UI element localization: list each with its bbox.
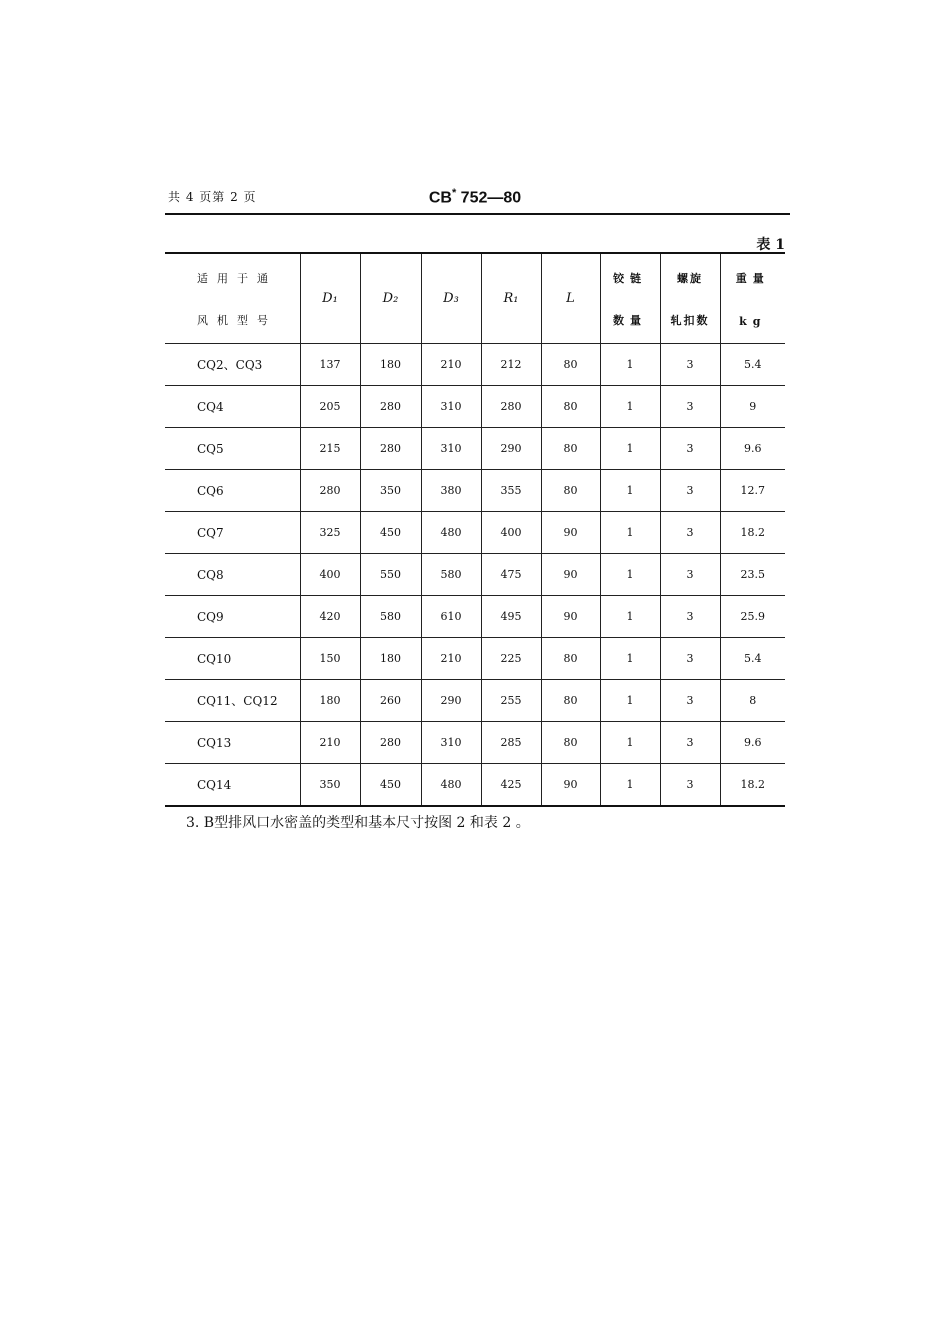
value-cell: 260	[360, 680, 421, 722]
model-cell: CQ11、CQ12	[165, 680, 300, 722]
value-cell: 210	[421, 344, 481, 386]
value-cell: 23.5	[720, 554, 785, 596]
value-cell: 280	[360, 386, 421, 428]
value-cell: 400	[300, 554, 360, 596]
value-cell: 90	[541, 596, 600, 638]
value-cell: 3	[660, 512, 720, 554]
value-cell: 3	[660, 638, 720, 680]
page-info: 共 4 页第 2 页	[168, 190, 257, 204]
header-line: 数量	[613, 313, 647, 327]
column-header-weight	[720, 253, 785, 344]
table-row	[165, 344, 785, 386]
value-cell: 9.6	[720, 722, 785, 764]
value-cell: 1	[600, 512, 660, 554]
standard-prefix: CB	[428, 189, 452, 207]
model-cell: CQ6	[165, 470, 300, 512]
header-line: 铰链	[613, 271, 647, 285]
value-cell: 420	[300, 596, 360, 638]
value-cell: 210	[300, 722, 360, 764]
value-cell: 9.6	[720, 428, 785, 470]
table-row	[165, 680, 785, 722]
model-cell: CQ7	[165, 512, 300, 554]
value-cell: 350	[360, 470, 421, 512]
value-cell: 3	[660, 554, 720, 596]
column-header-hinge-count	[600, 253, 660, 344]
value-cell: 225	[481, 638, 541, 680]
value-cell: 137	[300, 344, 360, 386]
value-cell: 18.2	[720, 512, 785, 554]
value-cell: 1	[600, 680, 660, 722]
column-header-r1: R₁	[481, 253, 541, 344]
value-cell: 205	[300, 386, 360, 428]
value-cell: 90	[541, 512, 600, 554]
model-cell: CQ2、CQ3	[165, 344, 300, 386]
value-cell: 480	[421, 512, 481, 554]
value-cell: 450	[360, 512, 421, 554]
value-cell: 1	[600, 764, 660, 807]
model-cell: CQ8	[165, 554, 300, 596]
value-cell: 1	[600, 428, 660, 470]
standard-number: 752—80	[460, 189, 522, 207]
value-cell: 3	[660, 470, 720, 512]
value-cell: 1	[600, 638, 660, 680]
value-cell: 3	[660, 722, 720, 764]
value-cell: 12.7	[720, 470, 785, 512]
table-row	[165, 386, 785, 428]
value-cell: 355	[481, 470, 541, 512]
header-line: 重量	[735, 271, 770, 285]
value-cell: 280	[481, 386, 541, 428]
model-cell: CQ4	[165, 386, 300, 428]
model-cell: CQ13	[165, 722, 300, 764]
header-line: 螺旋	[677, 271, 703, 285]
value-cell: 25.9	[720, 596, 785, 638]
column-header-screw-clamps	[660, 253, 720, 344]
model-cell: CQ14	[165, 764, 300, 807]
table-row	[165, 764, 785, 807]
value-cell: 80	[541, 386, 600, 428]
value-cell: 610	[421, 596, 481, 638]
value-cell: 3	[660, 764, 720, 807]
value-cell: 3	[660, 386, 720, 428]
value-cell: 280	[360, 722, 421, 764]
header-rule	[165, 213, 790, 215]
value-cell: 3	[660, 344, 720, 386]
value-cell: 180	[360, 344, 421, 386]
value-cell: 150	[300, 638, 360, 680]
value-cell: 3	[660, 428, 720, 470]
value-cell: 80	[541, 344, 600, 386]
standard-code	[0, 187, 950, 207]
value-cell: 550	[360, 554, 421, 596]
value-cell: 285	[481, 722, 541, 764]
value-cell: 325	[300, 512, 360, 554]
value-cell: 1	[600, 554, 660, 596]
value-cell: 475	[481, 554, 541, 596]
value-cell: 1	[600, 344, 660, 386]
standard-mark: *	[451, 187, 457, 199]
header-line: 适用于通	[197, 271, 277, 285]
value-cell: 310	[421, 722, 481, 764]
value-cell: 8	[720, 680, 785, 722]
model-cell: CQ9	[165, 596, 300, 638]
value-cell: 450	[360, 764, 421, 807]
value-cell: 9	[720, 386, 785, 428]
table-label: 表 1	[756, 237, 785, 253]
value-cell: 80	[541, 638, 600, 680]
value-cell: 280	[300, 470, 360, 512]
table-row	[165, 722, 785, 764]
note-text: 3. B型排风口水密盖的类型和基本尺寸按图 2 和表 2 。	[186, 815, 530, 831]
column-header-d1: D₁	[300, 253, 360, 344]
dimension-table	[165, 252, 785, 807]
table-row	[165, 638, 785, 680]
value-cell: 310	[421, 428, 481, 470]
value-cell: 425	[481, 764, 541, 807]
table-row	[165, 596, 785, 638]
model-cell: CQ10	[165, 638, 300, 680]
header-line: 风机型号	[197, 313, 277, 327]
value-cell: 5.4	[720, 344, 785, 386]
header-line: 轧扣数	[670, 313, 710, 327]
value-cell: 495	[481, 596, 541, 638]
value-cell: 180	[300, 680, 360, 722]
value-cell: 1	[600, 722, 660, 764]
value-cell: 90	[541, 554, 600, 596]
value-cell: 80	[541, 470, 600, 512]
value-cell: 1	[600, 386, 660, 428]
table-row	[165, 554, 785, 596]
header-line: kg	[739, 314, 767, 328]
value-cell: 310	[421, 386, 481, 428]
value-cell: 1	[600, 596, 660, 638]
value-cell: 90	[541, 764, 600, 807]
value-cell: 80	[541, 680, 600, 722]
value-cell: 380	[421, 470, 481, 512]
value-cell: 350	[300, 764, 360, 807]
value-cell: 290	[481, 428, 541, 470]
value-cell: 212	[481, 344, 541, 386]
value-cell: 18.2	[720, 764, 785, 807]
model-cell: CQ5	[165, 428, 300, 470]
value-cell: 80	[541, 428, 600, 470]
column-header-d3: D₃	[421, 253, 481, 344]
table-row	[165, 512, 785, 554]
value-cell: 210	[421, 638, 481, 680]
value-cell: 1	[600, 470, 660, 512]
value-cell: 3	[660, 680, 720, 722]
value-cell: 80	[541, 722, 600, 764]
table-row	[165, 428, 785, 470]
value-cell: 480	[421, 764, 481, 807]
table-row	[165, 470, 785, 512]
table-header-row	[165, 253, 785, 344]
value-cell: 3	[660, 596, 720, 638]
value-cell: 215	[300, 428, 360, 470]
value-cell: 580	[360, 596, 421, 638]
value-cell: 400	[481, 512, 541, 554]
value-cell: 180	[360, 638, 421, 680]
value-cell: 290	[421, 680, 481, 722]
value-cell: 255	[481, 680, 541, 722]
column-header-d2: D₂	[360, 253, 421, 344]
value-cell: 280	[360, 428, 421, 470]
column-header-model	[165, 253, 300, 344]
column-header-l: L	[541, 253, 600, 344]
value-cell: 5.4	[720, 638, 785, 680]
value-cell: 580	[421, 554, 481, 596]
